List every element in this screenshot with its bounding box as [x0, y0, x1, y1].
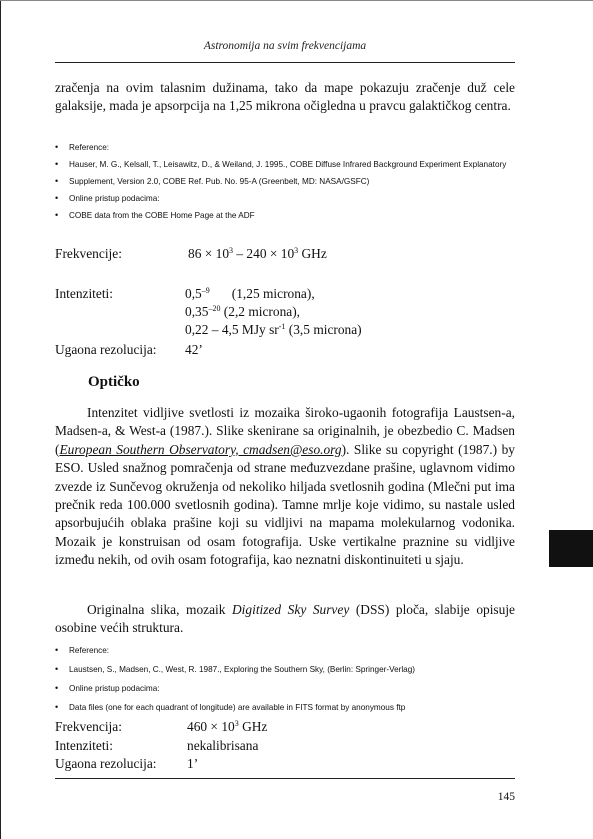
page-left-edge — [0, 0, 1, 839]
reference-list-optical — [55, 645, 517, 713]
angular-resolution-label: Ugaona rezolucija: — [55, 342, 157, 357]
reference-item: • Reference: — [55, 645, 517, 656]
frequency-label: Frekvencije: — [55, 246, 122, 261]
angular-resolution-value: 1’ — [187, 756, 199, 771]
intensity-value-2: $0,35^{-20}$ (2,2 microna), — [185, 304, 301, 319]
optical-paragraph-2: Originalna slika, mozaik Digitized Sky Survey (DSS) ploča, slabije opisuje osobine većih struktura. — [55, 602, 515, 636]
reference-item: • Reference: — [55, 142, 517, 153]
reference-item: • Laustsen, S., Madsen, C., West, R. 1987., Exploring the Southern Sky, (Berlin: Springer-Verlag) — [55, 664, 517, 675]
intensity-value-3: 0,22 – 4,5 MJy $sr^{-1}$ (3,5 microna) — [185, 322, 362, 337]
page-number: 145 — [497, 791, 515, 803]
running-header: Astronomija na svim frekvencijama — [203, 40, 367, 52]
reference-item: • Hauser, M. G., Kelsall, T., Leisawitz, D., & Weiland, J. 1995., COBE Diffuse Infrared Background Experiment Explanatory — [55, 159, 517, 170]
footer-rule — [55, 778, 515, 779]
intensity-value-1: $0,5^{-9}$ (1,25 microna), — [185, 286, 315, 301]
frequency-value: $460 \times 10^3$ GHz — [187, 719, 268, 734]
chapter-thumb-tab — [549, 530, 593, 567]
frequency-value: $86 \times 10^3 - 240 \times 10^3$ GHz — [188, 246, 327, 261]
reference-item: • Online pristup podacima: — [55, 193, 517, 204]
intensity-label: Intenziteti: — [55, 286, 114, 301]
section-title: Optičko — [88, 374, 140, 390]
reference-list-ir — [55, 142, 517, 221]
intro-paragraph: zračenja na ovim talasnim dužinama, tako da mape pokazuju zračenje duž cele galaksije, mada je apsorpcija na 1,25 mikrona očigledna u pravcu galaktičkog centra. — [55, 80, 515, 114]
intensity-label: Intenziteti: — [55, 738, 114, 753]
frequency-label: Frekvencija: — [55, 719, 122, 734]
page-top-edge — [0, 0, 593, 1]
angular-resolution-label: Ugaona rezolucija: — [55, 756, 157, 771]
reference-item: • COBE data from the COBE Home Page at the ADF — [55, 210, 517, 221]
observatory-link[interactable]: European Southern Observatory, cmadsen@eso.org — [59, 441, 342, 457]
reference-item: • Data files (one for each quadrant of longitude) are available in FITS format by anonymous ftp — [55, 702, 517, 713]
header-rule — [55, 62, 515, 63]
intensity-value: nekalibrisana — [187, 738, 259, 753]
angular-resolution-value: 42’ — [185, 342, 203, 357]
reference-item: • Supplement, Version 2.0, COBE Ref. Pub. No. 95-A (Greenbelt, MD: NASA/GSFC) — [55, 176, 517, 187]
optical-paragraph-1: Intenzitet vidljive svetlosti iz mozaika široko-ugaonih fotografija Laustsen-a, Madsen-a, & West-a (1987.). Slike skenirane sa originalnih, je obezbedio C. Madsen (European Southern Observatory, cmadsen@eso.org). Slike su copyright (1987.) by ESO. Usled snažnog pomračenja od strane međuzvezdane prašine, uglavnom vidimo zvezde iz Sunčevog okruženja od nekoliko hiljada svetlosnih godina (Mlečni put ima prečnik reda 100.000 svetlosnih godina). Tamne mrlje koje vidimo, su nastale usled apsorbujućih oblaka prašine koji su vidljivi na mapama molekularnog vodonika. Mozaik je konstruisan od osam fotografija. Uske vertikalne praznine su vidljive između nekih, od ovih osam fotografija, kao neznatni diskontinuiteti u sjaju. — [55, 405, 515, 568]
reference-item: • Online pristup podacima: — [55, 683, 517, 694]
